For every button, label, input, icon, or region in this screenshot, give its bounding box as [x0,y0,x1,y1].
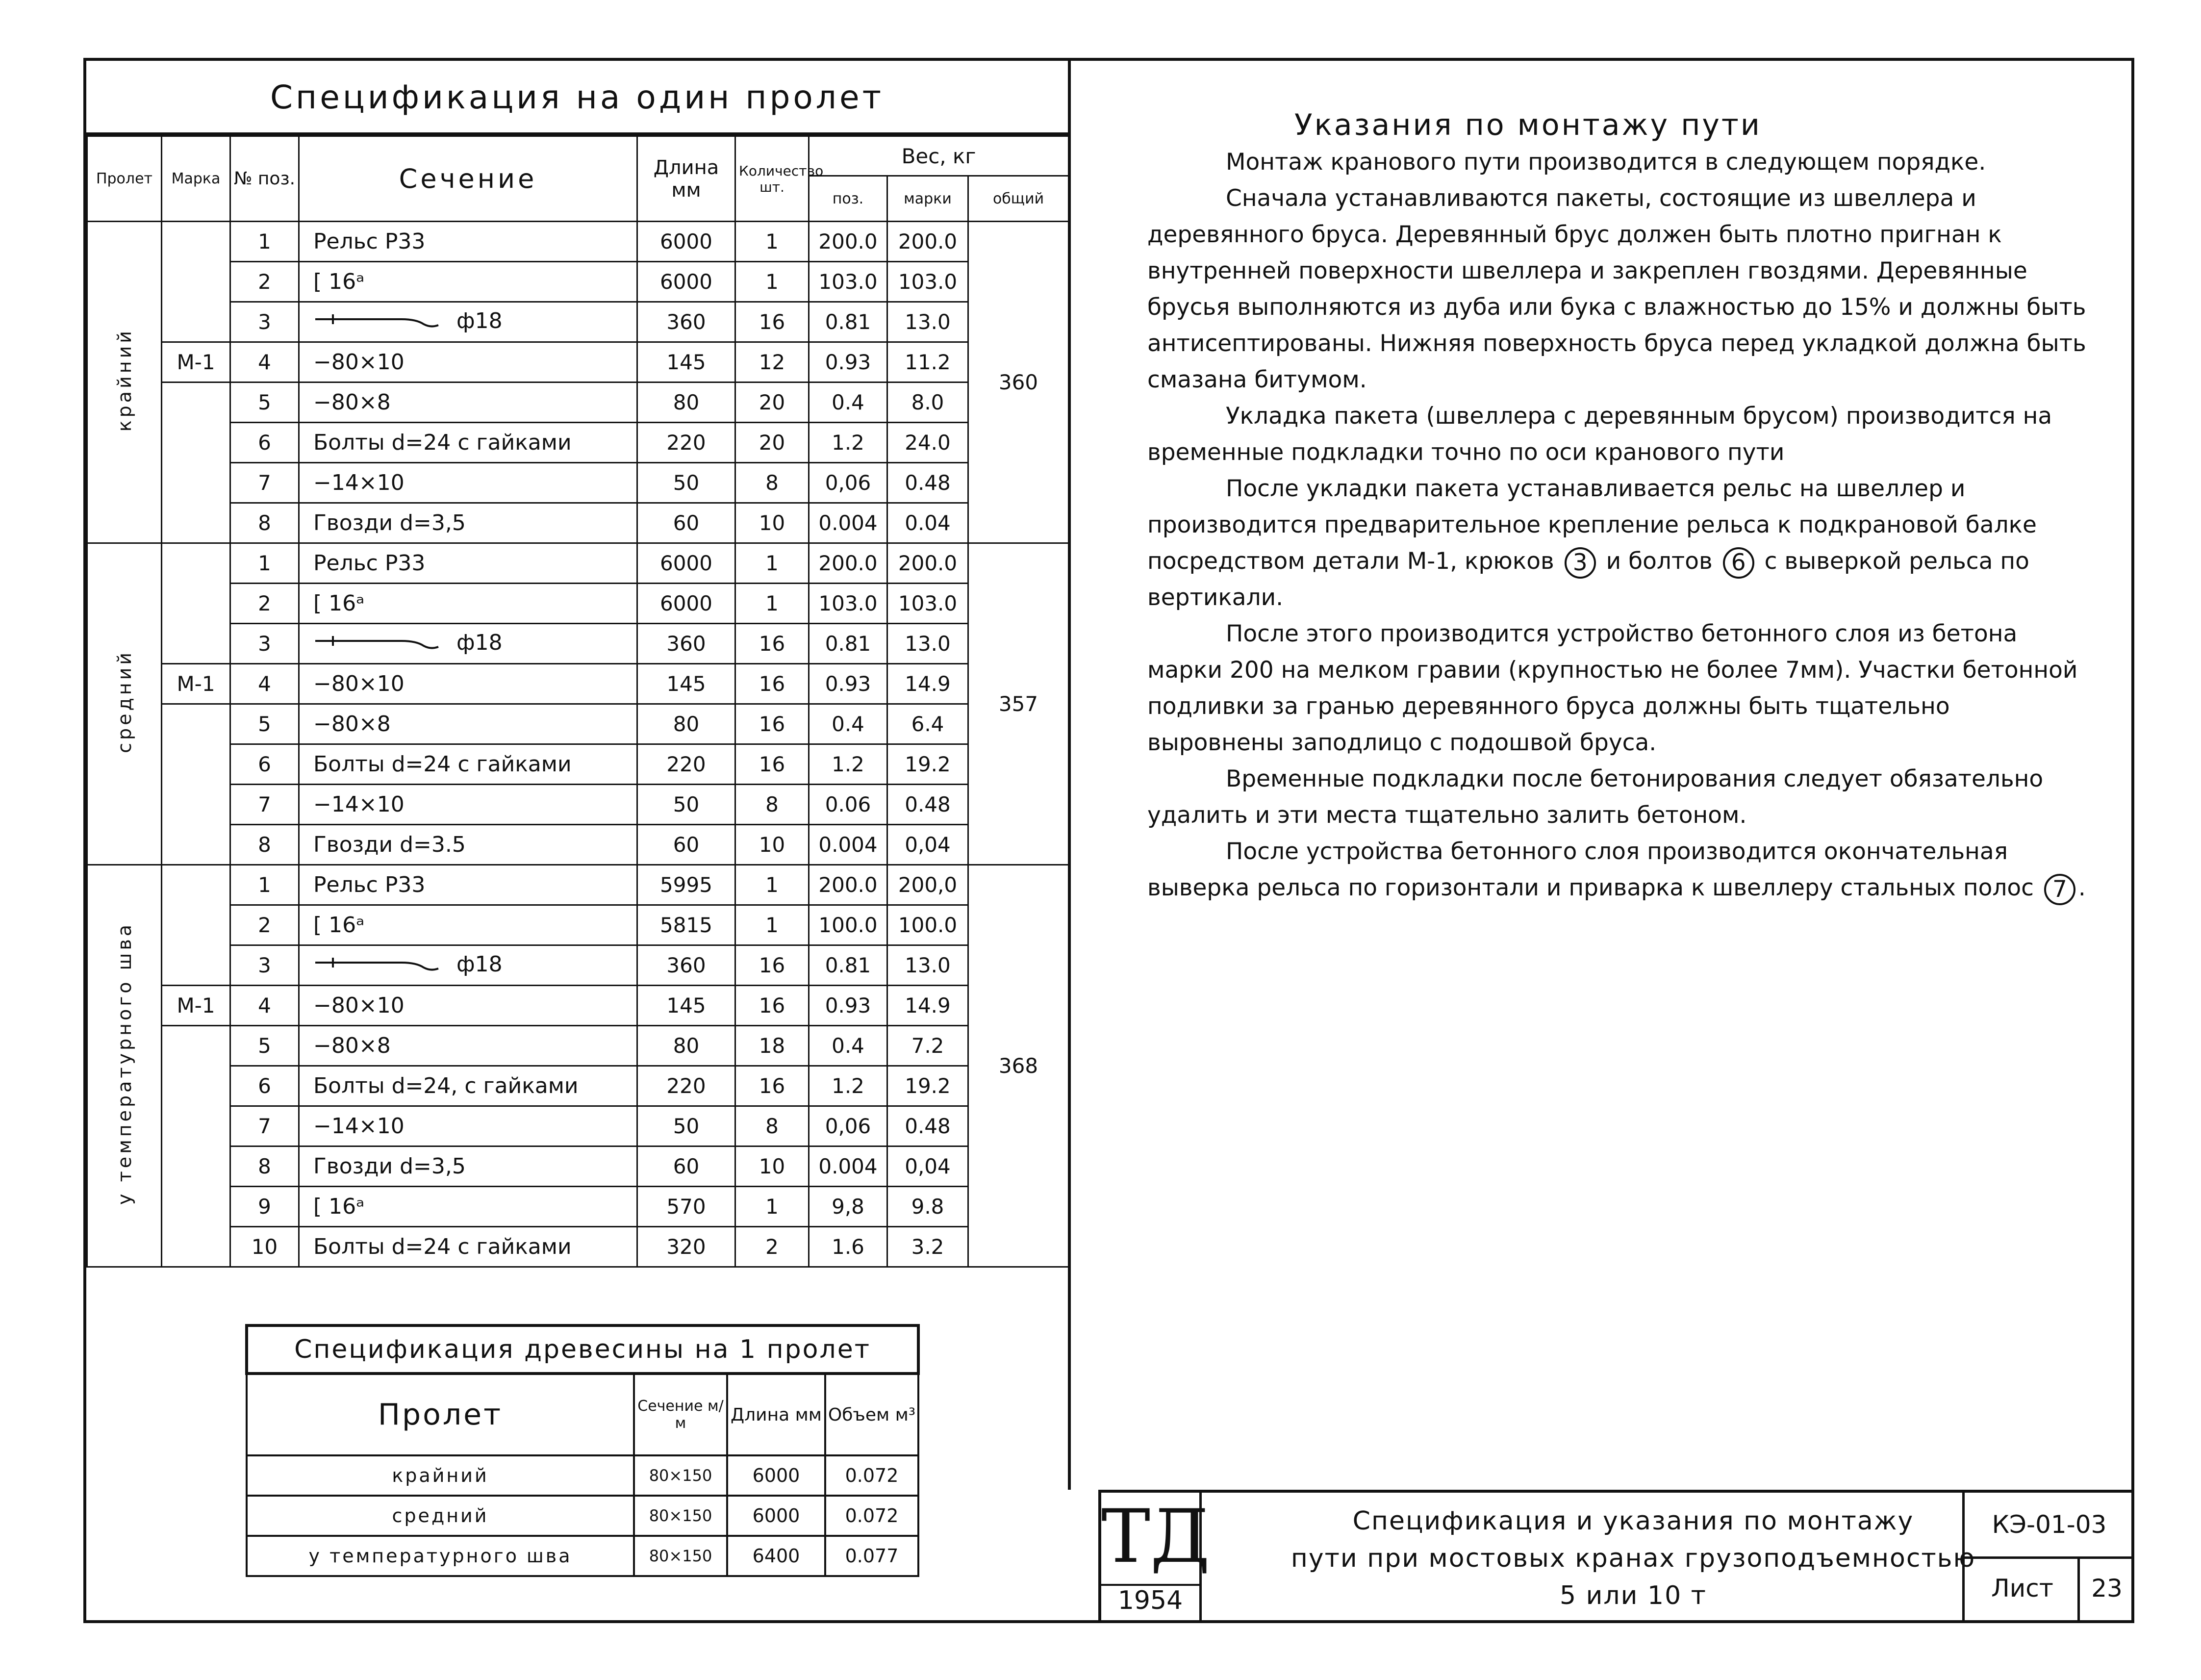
table-row [87,1026,1069,1066]
cell-qty: 16 [735,664,809,704]
wood-cell-volume: 0.072 [825,1455,918,1496]
cell-pos: 1 [230,222,299,262]
position-marker-7: 7 [2044,874,2075,905]
wood-cell-section: 80×150 [634,1496,727,1536]
position-marker-6: 6 [1723,547,1754,579]
cell-length: 6000 [637,262,735,302]
cell-length: 145 [637,664,735,704]
cell-section: −80×8 [299,382,637,423]
cell-qty: 16 [735,302,809,342]
table-row [87,302,1069,342]
cell-qty: 16 [735,1066,809,1106]
cell-section: Гвозди d=3.5 [299,825,637,865]
cell-pos: 4 [230,342,299,382]
cell-weight-pos: 0.93 [809,342,887,382]
header-section: Сечение [299,136,637,222]
group-name: средний [87,543,162,865]
cell-pos: 5 [230,1026,299,1066]
group-name: у температурного шва [87,865,162,1267]
cell-pos: 8 [230,503,299,543]
cell-weight-pos: 200.0 [809,865,887,905]
cell-weight-mark: 0.48 [887,463,968,503]
header-weight-marki: марки [887,176,968,222]
cell-weight-pos: 0,06 [809,1106,887,1146]
header-weight: Вес, кг [809,136,1069,176]
cell-section: Рельс Р33 [299,543,637,584]
cell-weight-pos: 1.2 [809,423,887,463]
cell-qty: 1 [735,865,809,905]
cell-section: −14×10 [299,1106,637,1146]
group-total: 357 [968,543,1069,865]
cell-length: 220 [637,744,735,785]
cell-section: Болты d=24 с гайками [299,744,637,785]
wood-cell-length: 6000 [727,1496,825,1536]
cell-length: 145 [637,342,735,382]
cell-qty: 1 [735,222,809,262]
publisher-logo [1101,1493,1210,1620]
cell-pos: 8 [230,825,299,865]
cell-pos: 10 [230,1227,299,1267]
group-name: крайний [87,222,162,543]
cell-length: 80 [637,382,735,423]
wood-header-volume: Объем м³ [825,1374,918,1455]
cell-qty: 16 [735,624,809,664]
cell-weight-mark: 200,0 [887,865,968,905]
cell-weight-mark: 0.04 [887,503,968,543]
cell-length: 6000 [637,543,735,584]
cell-qty: 10 [735,825,809,865]
cell-weight-pos: 0.81 [809,302,887,342]
cell-length: 360 [637,302,735,342]
cell-pos: 4 [230,664,299,704]
cell-qty: 1 [735,1187,809,1227]
document-code: КЭ-01-03 [1962,1493,2134,1559]
cell-section: ф18 [299,945,637,986]
cell-weight-pos: 200.0 [809,543,887,584]
wood-cell-volume: 0.077 [825,1536,918,1576]
cell-qty: 16 [735,945,809,986]
notes-paragraph: После укладки пакета устанавливается рельс на швеллер и производится предварительное крепление рельса к подкрановой балке посредством детали М-1, крюков 3 и болтов 6 с выверкой рельса по вертикали. [1147,475,2037,611]
cell-weight-pos: 0.93 [809,986,887,1026]
cell-pos: 1 [230,865,299,905]
cell-length: 220 [637,1066,735,1106]
cell-section: −14×10 [299,463,637,503]
group-total: 360 [968,222,1069,543]
table-row [87,624,1069,664]
spec-table-title: Спецификация на один пролет [86,62,1068,135]
cell-length: 5815 [637,905,735,945]
cell-length: 60 [637,1146,735,1187]
cell-weight-pos: 0.81 [809,945,887,986]
cell-weight-mark: 100.0 [887,905,968,945]
wood-cell-name: средний [247,1496,634,1536]
table-row [87,986,1069,1026]
table-row [87,342,1069,382]
cell-section: Болты d=24 с гайками [299,423,637,463]
cell-mark: М-1 [162,664,230,704]
logo-year: 1954 [1101,1584,1199,1615]
table-row [87,945,1069,986]
cell-weight-mark: 6.4 [887,704,968,744]
table-row [87,1066,1069,1106]
notes-paragraph: После устройства бетонного слоя производится окончательная выверка рельса по горизонтали и приварка к швеллеру стальных полос 7 . [1147,834,2089,906]
cell-weight-mark: 14.9 [887,986,968,1026]
cell-weight-pos: 0.4 [809,1026,887,1066]
wood-cell-name: у температурного шва [247,1536,634,1576]
cell-length: 145 [637,986,735,1026]
hook-icon [313,312,451,330]
header-prolet: Пролет [87,136,162,222]
wood-spec-table [245,1324,920,1577]
cell-section: Болты d=24, с гайками [299,1066,637,1106]
cell-section: Рельс Р33 [299,865,637,905]
cell-pos: 7 [230,463,299,503]
cell-qty: 1 [735,543,809,584]
notes-paragraph: Сначала устанавливаются пакеты, состоящие из швеллера и деревянного бруса. Деревянный брус должен быть плотно пригнан к внутренней поверхности швеллера и закреплен гвоздями. Деревянные брусья выполняются из дуба или бука с влажностью до 15% и должны быть антисептированы. Нижняя поверхность бруса перед укладкой должна быть смазана битумом. [1147,185,2086,393]
cell-weight-mark: 14.9 [887,664,968,704]
cell-pos: 7 [230,1106,299,1146]
cell-weight-mark: 13.0 [887,624,968,664]
cell-pos: 1 [230,543,299,584]
cell-qty: 16 [735,704,809,744]
wood-table-title: Спецификация древесины на 1 пролет [247,1325,918,1374]
cell-qty: 1 [735,584,809,624]
title-block [1098,1490,2134,1623]
cell-pos: 8 [230,1146,299,1187]
cell-length: 320 [637,1227,735,1267]
table-row [87,744,1069,785]
cell-section: [ 16ᵃ [299,584,637,624]
table-row [247,1455,918,1496]
cell-pos: 7 [230,785,299,825]
cell-section: ф18 [299,624,637,664]
cell-weight-mark: 7.2 [887,1026,968,1066]
cell-qty: 12 [735,342,809,382]
cell-weight-pos: 0,06 [809,463,887,503]
cell-weight-pos: 103.0 [809,584,887,624]
cell-weight-pos: 0.004 [809,503,887,543]
table-row [87,262,1069,302]
notes-title: Указания по монтажу пути [1294,108,1762,142]
header-weight-total: общий [968,176,1069,222]
header-weight-pos: поз. [809,176,887,222]
table-row [87,664,1069,704]
cell-weight-mark: 11.2 [887,342,968,382]
header-pos: № поз. [230,136,299,222]
cell-section: [ 16ᵃ [299,262,637,302]
notes-paragraph: После этого производится устройство бетонного слоя из бетона марки 200 на мелком гравии (крупностью не более 7мм). Участки бетонной подливки за гранью деревянного бруса должны быть тщательно выровнены заподлицо с подошвой бруса. [1147,620,2078,756]
cell-weight-pos: 0.004 [809,1146,887,1187]
table-row [87,503,1069,543]
cell-length: 60 [637,503,735,543]
cell-length: 50 [637,463,735,503]
hook-icon [313,634,451,652]
wood-cell-section: 80×150 [634,1536,727,1576]
cell-mark: М-1 [162,342,230,382]
table-row [87,785,1069,825]
cell-qty: 10 [735,503,809,543]
cell-section: ф18 [299,302,637,342]
cell-section: [ 16ᵃ [299,905,637,945]
cell-pos: 3 [230,945,299,986]
cell-qty: 16 [735,744,809,785]
cell-pos: 9 [230,1187,299,1227]
cell-length: 360 [637,945,735,986]
cell-pos: 6 [230,744,299,785]
wood-cell-section: 80×150 [634,1455,727,1496]
cell-section: −80×10 [299,664,637,704]
cell-section: −80×10 [299,342,637,382]
cell-qty: 20 [735,423,809,463]
wood-cell-length: 6400 [727,1536,825,1576]
cell-weight-pos: 0.93 [809,664,887,704]
cell-qty: 20 [735,382,809,423]
cell-mark: М-1 [162,986,230,1026]
cell-section: Гвозди d=3,5 [299,503,637,543]
cell-length: 80 [637,704,735,744]
table-row [87,1227,1069,1267]
cell-weight-pos: 1.2 [809,1066,887,1106]
group-total: 368 [968,865,1069,1267]
notes-paragraph: Временные подкладки после бетонирования следует обязательно удалить и эти места тщательно залить бетоном. [1147,765,2044,829]
cell-section: −80×10 [299,986,637,1026]
cell-weight-mark: 13.0 [887,945,968,986]
cell-pos: 3 [230,624,299,664]
cell-pos: 4 [230,986,299,1026]
cell-weight-mark: 19.2 [887,1066,968,1106]
cell-weight-pos: 1.6 [809,1227,887,1267]
notes-paragraph: Укладка пакета (швеллера с деревянным брусом) производится на временные подкладки точно по оси кранового пути [1147,403,2052,466]
wood-header-length: Длина мм [727,1374,825,1455]
header-qty: Количество шт. [735,136,809,222]
cell-length: 60 [637,825,735,865]
cell-qty: 18 [735,1026,809,1066]
cell-qty: 10 [735,1146,809,1187]
cell-qty: 8 [735,1106,809,1146]
cell-qty: 8 [735,463,809,503]
cell-weight-mark: 200.0 [887,543,968,584]
table-row [87,865,1069,905]
cell-weight-mark: 0.48 [887,785,968,825]
header-length: Длина мм [637,136,735,222]
table-row [87,423,1069,463]
cell-qty: 16 [735,986,809,1026]
table-row [247,1536,918,1576]
cell-section: −14×10 [299,785,637,825]
table-row [87,584,1069,624]
table-row [87,222,1069,262]
table-row [87,543,1069,584]
sheet-title: Спецификация и указания по монтажу пути при мостовых кранах грузоподъемностью 5 или 10 т [1290,1506,1976,1610]
cell-length: 360 [637,624,735,664]
cell-length: 6000 [637,584,735,624]
cell-weight-mark: 200.0 [887,222,968,262]
wood-header-prolet: Пролет [247,1374,634,1455]
cell-pos: 5 [230,382,299,423]
cell-weight-mark: 0,04 [887,825,968,865]
hook-icon [313,956,451,973]
cell-qty: 8 [735,785,809,825]
table-row [247,1496,918,1536]
cell-weight-mark: 8.0 [887,382,968,423]
cell-weight-mark: 0.48 [887,1106,968,1146]
wood-cell-volume: 0.072 [825,1496,918,1536]
cell-length: 80 [637,1026,735,1066]
sheet-number: 23 [2077,1556,2134,1620]
table-row [87,1187,1069,1227]
table-row [87,1106,1069,1146]
cell-pos: 2 [230,584,299,624]
table-row [87,905,1069,945]
cell-pos: 5 [230,704,299,744]
wood-header-section: Сечение м/м [634,1374,727,1455]
cell-weight-mark: 19.2 [887,744,968,785]
cell-weight-mark: 13.0 [887,302,968,342]
position-marker-3: 3 [1565,547,1596,579]
cell-pos: 6 [230,1066,299,1106]
cell-weight-mark: 103.0 [887,584,968,624]
cell-length: 50 [637,785,735,825]
cell-weight-pos: 0.4 [809,382,887,423]
cell-length: 220 [637,423,735,463]
cell-qty: 1 [735,905,809,945]
cell-pos: 2 [230,905,299,945]
cell-pos: 6 [230,423,299,463]
logo-letters: ТД [1101,1494,1210,1579]
cell-weight-mark: 103.0 [887,262,968,302]
wood-cell-name: крайний [247,1455,634,1496]
cell-weight-mark: 0,04 [887,1146,968,1187]
mounting-notes [1147,108,2089,906]
cell-weight-pos: 9,8 [809,1187,887,1227]
table-row [87,825,1069,865]
cell-weight-pos: 100.0 [809,905,887,945]
cell-qty: 1 [735,262,809,302]
cell-section: Рельс Р33 [299,222,637,262]
table-row [87,463,1069,503]
cell-section: [ 16ᵃ [299,1187,637,1227]
wood-cell-length: 6000 [727,1455,825,1496]
table-row [87,704,1069,744]
cell-weight-pos: 0.004 [809,825,887,865]
cell-weight-pos: 200.0 [809,222,887,262]
cell-weight-mark: 24.0 [887,423,968,463]
cell-pos: 3 [230,302,299,342]
cell-weight-pos: 1.2 [809,744,887,785]
cell-length: 5995 [637,865,735,905]
table-row [87,1146,1069,1187]
cell-length: 6000 [637,222,735,262]
cell-section: Болты d=24 с гайками [299,1227,637,1267]
cell-weight-pos: 0.06 [809,785,887,825]
cell-weight-pos: 0.81 [809,624,887,664]
table-row [87,382,1069,423]
cell-weight-pos: 0.4 [809,704,887,744]
cell-length: 570 [637,1187,735,1227]
notes-paragraph: Монтаж кранового пути производится в следующем порядке. [1226,149,1986,176]
cell-section: Гвозди d=3,5 [299,1146,637,1187]
sheet-label: Лист [1962,1556,2080,1620]
cell-weight-mark: 3.2 [887,1227,968,1267]
cell-qty: 2 [735,1227,809,1267]
cell-weight-pos: 103.0 [809,262,887,302]
cell-section: −80×8 [299,1026,637,1066]
cell-pos: 2 [230,262,299,302]
cell-length: 50 [637,1106,735,1146]
spec-table [86,135,1069,1268]
cell-weight-mark: 9.8 [887,1187,968,1227]
cell-section: −80×8 [299,704,637,744]
header-marka: Марка [162,136,230,222]
